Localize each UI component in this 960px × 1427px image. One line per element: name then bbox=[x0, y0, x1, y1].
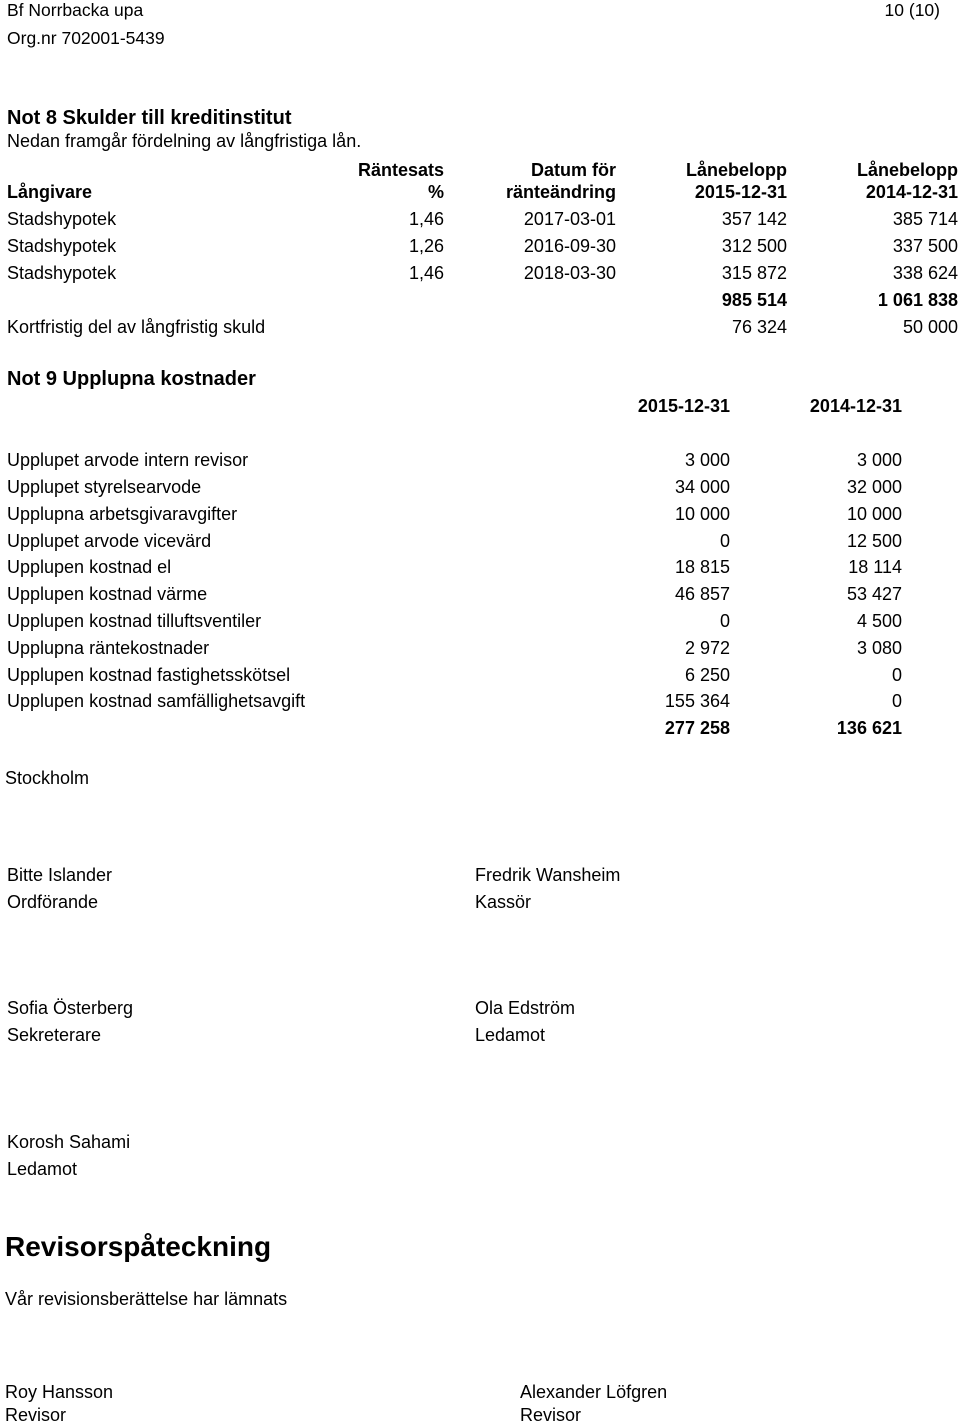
cost-2014: 32 000 bbox=[846, 477, 902, 497]
rate-change-date: 2018-03-30 bbox=[523, 263, 616, 283]
cost-label: Upplupen kostnad samfällighetsavgift bbox=[7, 691, 306, 711]
cost-label: Upplupna räntekostnader bbox=[7, 638, 210, 658]
cost-2014: 18 114 bbox=[848, 557, 902, 577]
note9-col-2015: 2015-12-31 bbox=[637, 396, 730, 416]
rate: 1,26 bbox=[408, 236, 444, 256]
cost-2015: 6 250 bbox=[684, 665, 730, 685]
cost-2015: 46 857 bbox=[674, 584, 730, 604]
col-header-rate-unit: % bbox=[427, 182, 444, 202]
cost-2014: 4 500 bbox=[856, 611, 902, 631]
rate-change-date: 2017-03-01 bbox=[523, 209, 616, 229]
loan-2015: 357 142 bbox=[721, 209, 787, 229]
note9-title: Not 9 Upplupna kostnader bbox=[7, 368, 256, 390]
signatory-role: Kassör bbox=[475, 892, 532, 912]
cost-2014: 0 bbox=[891, 691, 902, 711]
auditor-title: Revisorspåteckning bbox=[5, 1231, 272, 1262]
signatory-name: Sofia Österberg bbox=[7, 998, 134, 1018]
note9-total-2014: 136 621 bbox=[836, 718, 902, 738]
cost-label: Upplupet arvode vicevärd bbox=[7, 531, 212, 551]
col-header-rate: Räntesats bbox=[357, 160, 444, 180]
loan-2015: 315 872 bbox=[721, 263, 787, 283]
cost-2015: 2 972 bbox=[684, 638, 730, 658]
col-header-loan-2014: Lånebelopp bbox=[856, 160, 958, 180]
cost-2014: 0 bbox=[891, 665, 902, 685]
note9-col-2014: 2014-12-31 bbox=[809, 396, 902, 416]
col-header-date-sub: ränteändring bbox=[505, 182, 616, 202]
cost-2015: 10 000 bbox=[674, 504, 730, 524]
cost-2014: 53 427 bbox=[846, 584, 902, 604]
total-2015: 985 514 bbox=[721, 290, 787, 310]
signatory-role: Ledamot bbox=[475, 1025, 546, 1045]
col-header-date: Datum för bbox=[531, 160, 616, 180]
page-number: 10 (10) bbox=[884, 0, 940, 20]
lender: Stadshypotek bbox=[7, 236, 117, 256]
loan-2014: 385 714 bbox=[892, 209, 958, 229]
signatory-name: Korosh Sahami bbox=[7, 1132, 131, 1152]
loan-2014: 338 624 bbox=[892, 263, 958, 283]
note8-subtitle: Nedan framgår fördelning av långfristiga lån. bbox=[7, 131, 362, 151]
col-header-loan-2014-date: 2014-12-31 bbox=[865, 182, 958, 202]
cost-label: Upplupet styrelsearvode bbox=[7, 477, 202, 497]
signatory-role: Revisor bbox=[520, 1405, 582, 1425]
short-term-2014: 50 000 bbox=[902, 317, 958, 337]
signatory-name: Fredrik Wansheim bbox=[475, 865, 621, 885]
cost-label: Upplupen kostnad värme bbox=[7, 584, 208, 604]
place: Stockholm bbox=[5, 768, 90, 788]
cost-2015: 18 815 bbox=[674, 557, 730, 577]
cost-label: Upplupen kostnad tilluftsventiler bbox=[7, 611, 262, 631]
col-header-lender: Långivare bbox=[7, 182, 93, 202]
cost-2014: 3 080 bbox=[856, 638, 902, 658]
cost-2014: 10 000 bbox=[846, 504, 902, 524]
signatory-role: Revisor bbox=[5, 1405, 67, 1425]
cost-2015: 3 000 bbox=[684, 450, 730, 470]
org-name: Bf Norrbacka upa bbox=[7, 0, 144, 20]
short-term-2015: 76 324 bbox=[731, 317, 787, 337]
signatory-name: Ola Edström bbox=[475, 998, 576, 1018]
cost-label: Upplupen kostnad el bbox=[7, 557, 172, 577]
cost-2014: 12 500 bbox=[846, 531, 902, 551]
lender: Stadshypotek bbox=[7, 263, 117, 283]
signatory-name: Alexander Löfgren bbox=[520, 1382, 668, 1402]
short-term-label: Kortfristig del av långfristig skuld bbox=[7, 317, 266, 337]
col-header-loan-2015-date: 2015-12-31 bbox=[694, 182, 787, 202]
signatory-name: Bitte Islander bbox=[7, 865, 113, 885]
cost-2014: 3 000 bbox=[856, 450, 902, 470]
signatory-name: Roy Hansson bbox=[5, 1382, 114, 1402]
note8-title: Not 8 Skulder till kreditinstitut bbox=[7, 107, 292, 129]
cost-2015: 0 bbox=[719, 611, 730, 631]
signatory-role: Ledamot bbox=[7, 1159, 78, 1179]
total-2014: 1 061 838 bbox=[877, 290, 958, 310]
lender: Stadshypotek bbox=[7, 209, 117, 229]
auditor-statement: Vår revisionsberättelse har lämnats bbox=[5, 1289, 288, 1309]
rate-change-date: 2016-09-30 bbox=[523, 236, 616, 256]
note9-total-2015: 277 258 bbox=[664, 718, 730, 738]
cost-label: Upplupna arbetsgivaravgifter bbox=[7, 504, 238, 524]
rate: 1,46 bbox=[408, 209, 444, 229]
cost-label: Upplupen kostnad fastighetsskötsel bbox=[7, 665, 291, 685]
rate: 1,46 bbox=[408, 263, 444, 283]
cost-2015: 0 bbox=[719, 531, 730, 551]
cost-label: Upplupet arvode intern revisor bbox=[7, 450, 249, 470]
cost-2015: 34 000 bbox=[674, 477, 730, 497]
loan-2015: 312 500 bbox=[721, 236, 787, 256]
loan-2014: 337 500 bbox=[892, 236, 958, 256]
cost-2015: 155 364 bbox=[664, 691, 730, 711]
signatory-role: Sekreterare bbox=[7, 1025, 102, 1045]
col-header-loan-2015: Lånebelopp bbox=[685, 160, 787, 180]
org-number: Org.nr 702001-5439 bbox=[7, 28, 165, 48]
signatory-role: Ordförande bbox=[7, 892, 99, 912]
